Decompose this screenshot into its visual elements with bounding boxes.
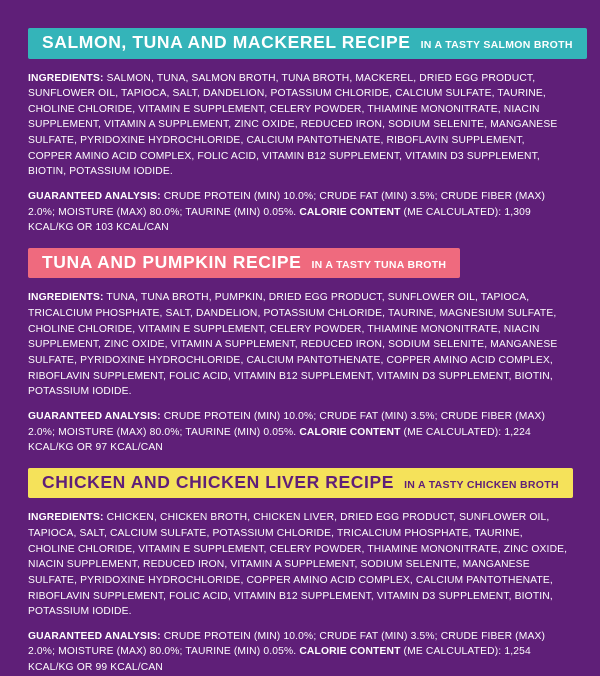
guaranteed-analysis-paragraph: [28, 189, 572, 236]
ingredients-label: INGREDIENTS:: [28, 512, 104, 524]
recipe-block-tuna-pumpkin: [28, 248, 572, 456]
ingredients-paragraph: [28, 510, 572, 619]
calorie-content-text: (ME CALCULATED): 1,224 KCAL/KG OR 97 KCAL/CAN: [28, 426, 531, 454]
ingredients-label: INGREDIENTS:: [28, 72, 104, 84]
calorie-content-text: (ME CALCULATED): 1,254 KCAL/KG OR 99 KCAL/CAN: [28, 646, 531, 674]
recipe-title: TUNA AND PUMPKIN RECIPE: [42, 251, 302, 272]
guaranteed-analysis-text: CRUDE PROTEIN (MIN) 10.0%; CRUDE FAT (MIN) 3.5%; CRUDE FIBER (MAX) 2.0%; MOISTURE (MAX) 80.0%; TAURINE (MIN) 0.05%.: [28, 190, 546, 218]
ingredients-paragraph: [28, 290, 572, 399]
ingredients-text: SALMON, TUNA, SALMON BROTH, TUNA BROTH, MACKEREL, DRIED EGG PRODUCT, SUNFLOWER OIL, TAPIOCA, SALT, DANDELION, POTASSIUM CHLORIDE, CALCIUM SULFATE, TAURINE, CHOLINE CHLORIDE, VITAMIN E SUPPLEMENT, CELERY POWDER, THIAMINE MONONITRATE, NIACIN SUPPLEMENT, VITAMIN A SUPPLEMENT, ZINC OXIDE, REDUCED IRON, SODIUM SELENITE, MANGANESE SULFATE, PYRIDOXINE HYDROCHLORIDE, CALCIUM PANTOTHENATE, RIBOFLAVIN SUPPLEMENT, COPPER AMINO ACID COMPLEX, FOLIC ACID, VITAMIN B12 SUPPLEMENT, VITAMIN D3 SUPPLEMENT, BIOTIN, POTASSIUM IODIDE.: [28, 72, 558, 178]
guaranteed-analysis-label: GUARANTEED ANALYSIS:: [28, 630, 161, 642]
calorie-content-text: (ME CALCULATED): 1,309 KCAL/KG OR 103 KCAL/CAN: [28, 206, 531, 234]
guaranteed-analysis-text: CRUDE PROTEIN (MIN) 10.0%; CRUDE FAT (MIN) 3.5%; CRUDE FIBER (MAX) 2.0%; MOISTURE (MAX) 80.0%; TAURINE (MIN) 0.05%.: [28, 410, 546, 438]
recipe-banner-tuna-pumpkin: [28, 248, 460, 279]
recipe-banner-chicken-chicken-liver: [28, 468, 573, 499]
recipe-subtitle: IN A TASTY CHICKEN BROTH: [404, 478, 559, 491]
recipe-title: SALMON, TUNA AND MACKEREL RECIPE: [42, 32, 411, 52]
ingredients-text: CHICKEN, CHICKEN BROTH, CHICKEN LIVER, DRIED EGG PRODUCT, SUNFLOWER OIL, TAPIOCA, SALT, CALCIUM SULFATE, POTASSIUM CHLORIDE, TRICALCIUM PHOSPHATE, TAURINE, CHOLINE CHLORIDE, VITAMIN E SUPPLEMENT, CELERY POWDER, THIAMINE MONONITRATE, ZINC OXIDE, NIACIN SUPPLEMENT, REDUCED IRON, VITAMIN A SUPPLEMENT, SODIUM SELENITE, MANGANESE SULFATE, PYRIDOXINE HYDROCHLORIDE, COPPER AMINO ACID COMPLEX, CALCIUM PANTOTHENATE, RIBOFLAVIN SUPPLEMENT, FOLIC ACID, VITAMIN B12 SUPPLEMENT, VITAMIN D3 SUPPLEMENT, BIOTIN, POTASSIUM IODIDE.: [28, 512, 568, 618]
guaranteed-analysis-paragraph: [28, 409, 572, 456]
guaranteed-analysis-paragraph: [28, 629, 572, 676]
ingredients-label: INGREDIENTS:: [28, 292, 104, 304]
recipe-block-chicken-chicken-liver: [28, 468, 572, 676]
ingredients-paragraph: [28, 71, 572, 180]
guaranteed-analysis-text: CRUDE PROTEIN (MIN) 10.0%; CRUDE FAT (MIN) 3.5%; CRUDE FIBER (MAX) 2.0%; MOISTURE (MAX) 80.0%; TAURINE (MIN) 0.05%.: [28, 630, 546, 658]
calorie-content-label: CALORIE CONTENT: [299, 426, 401, 438]
recipe-title: CHICKEN AND CHICKEN LIVER RECIPE: [42, 471, 395, 492]
recipe-subtitle: IN A TASTY SALMON BROTH: [420, 39, 573, 51]
guaranteed-analysis-label: GUARANTEED ANALYSIS:: [28, 190, 161, 202]
recipe-banner-salmon-tuna-mackerel: [28, 28, 587, 59]
guaranteed-analysis-label: GUARANTEED ANALYSIS:: [28, 410, 161, 422]
recipe-block-salmon-tuna-mackerel: [28, 28, 572, 236]
recipe-subtitle: IN A TASTY TUNA BROTH: [311, 258, 447, 271]
calorie-content-label: CALORIE CONTENT: [299, 206, 401, 218]
calorie-content-label: CALORIE CONTENT: [299, 646, 401, 658]
ingredients-text: TUNA, TUNA BROTH, PUMPKIN, DRIED EGG PRODUCT, SUNFLOWER OIL, TAPIOCA, TRICALCIUM PHOSPHATE, SALT, DANDELION, POTASSIUM CHLORIDE, TAURINE, MAGNESIUM SULFATE, CHOLINE CHLORIDE, VITAMIN E SUPPLEMENT, CELERY POWDER, THIAMINE MONONITRATE, NIACIN SUPPLEMENT, ZINC OXIDE, VITAMIN A SUPPLEMENT, REDUCED IRON, SODIUM SELENITE, MANGANESE SULFATE, PYRIDOXINE HYDROCHLORIDE, CALCIUM PANTOTHENATE, COPPER AMINO ACID COMPLEX, RIBOFLAVIN SUPPLEMENT, FOLIC ACID, VITAMIN B12 SUPPLEMENT, VITAMIN D3 SUPPLEMENT, BIOTIN, POTASSIUM IODIDE.: [28, 292, 558, 398]
